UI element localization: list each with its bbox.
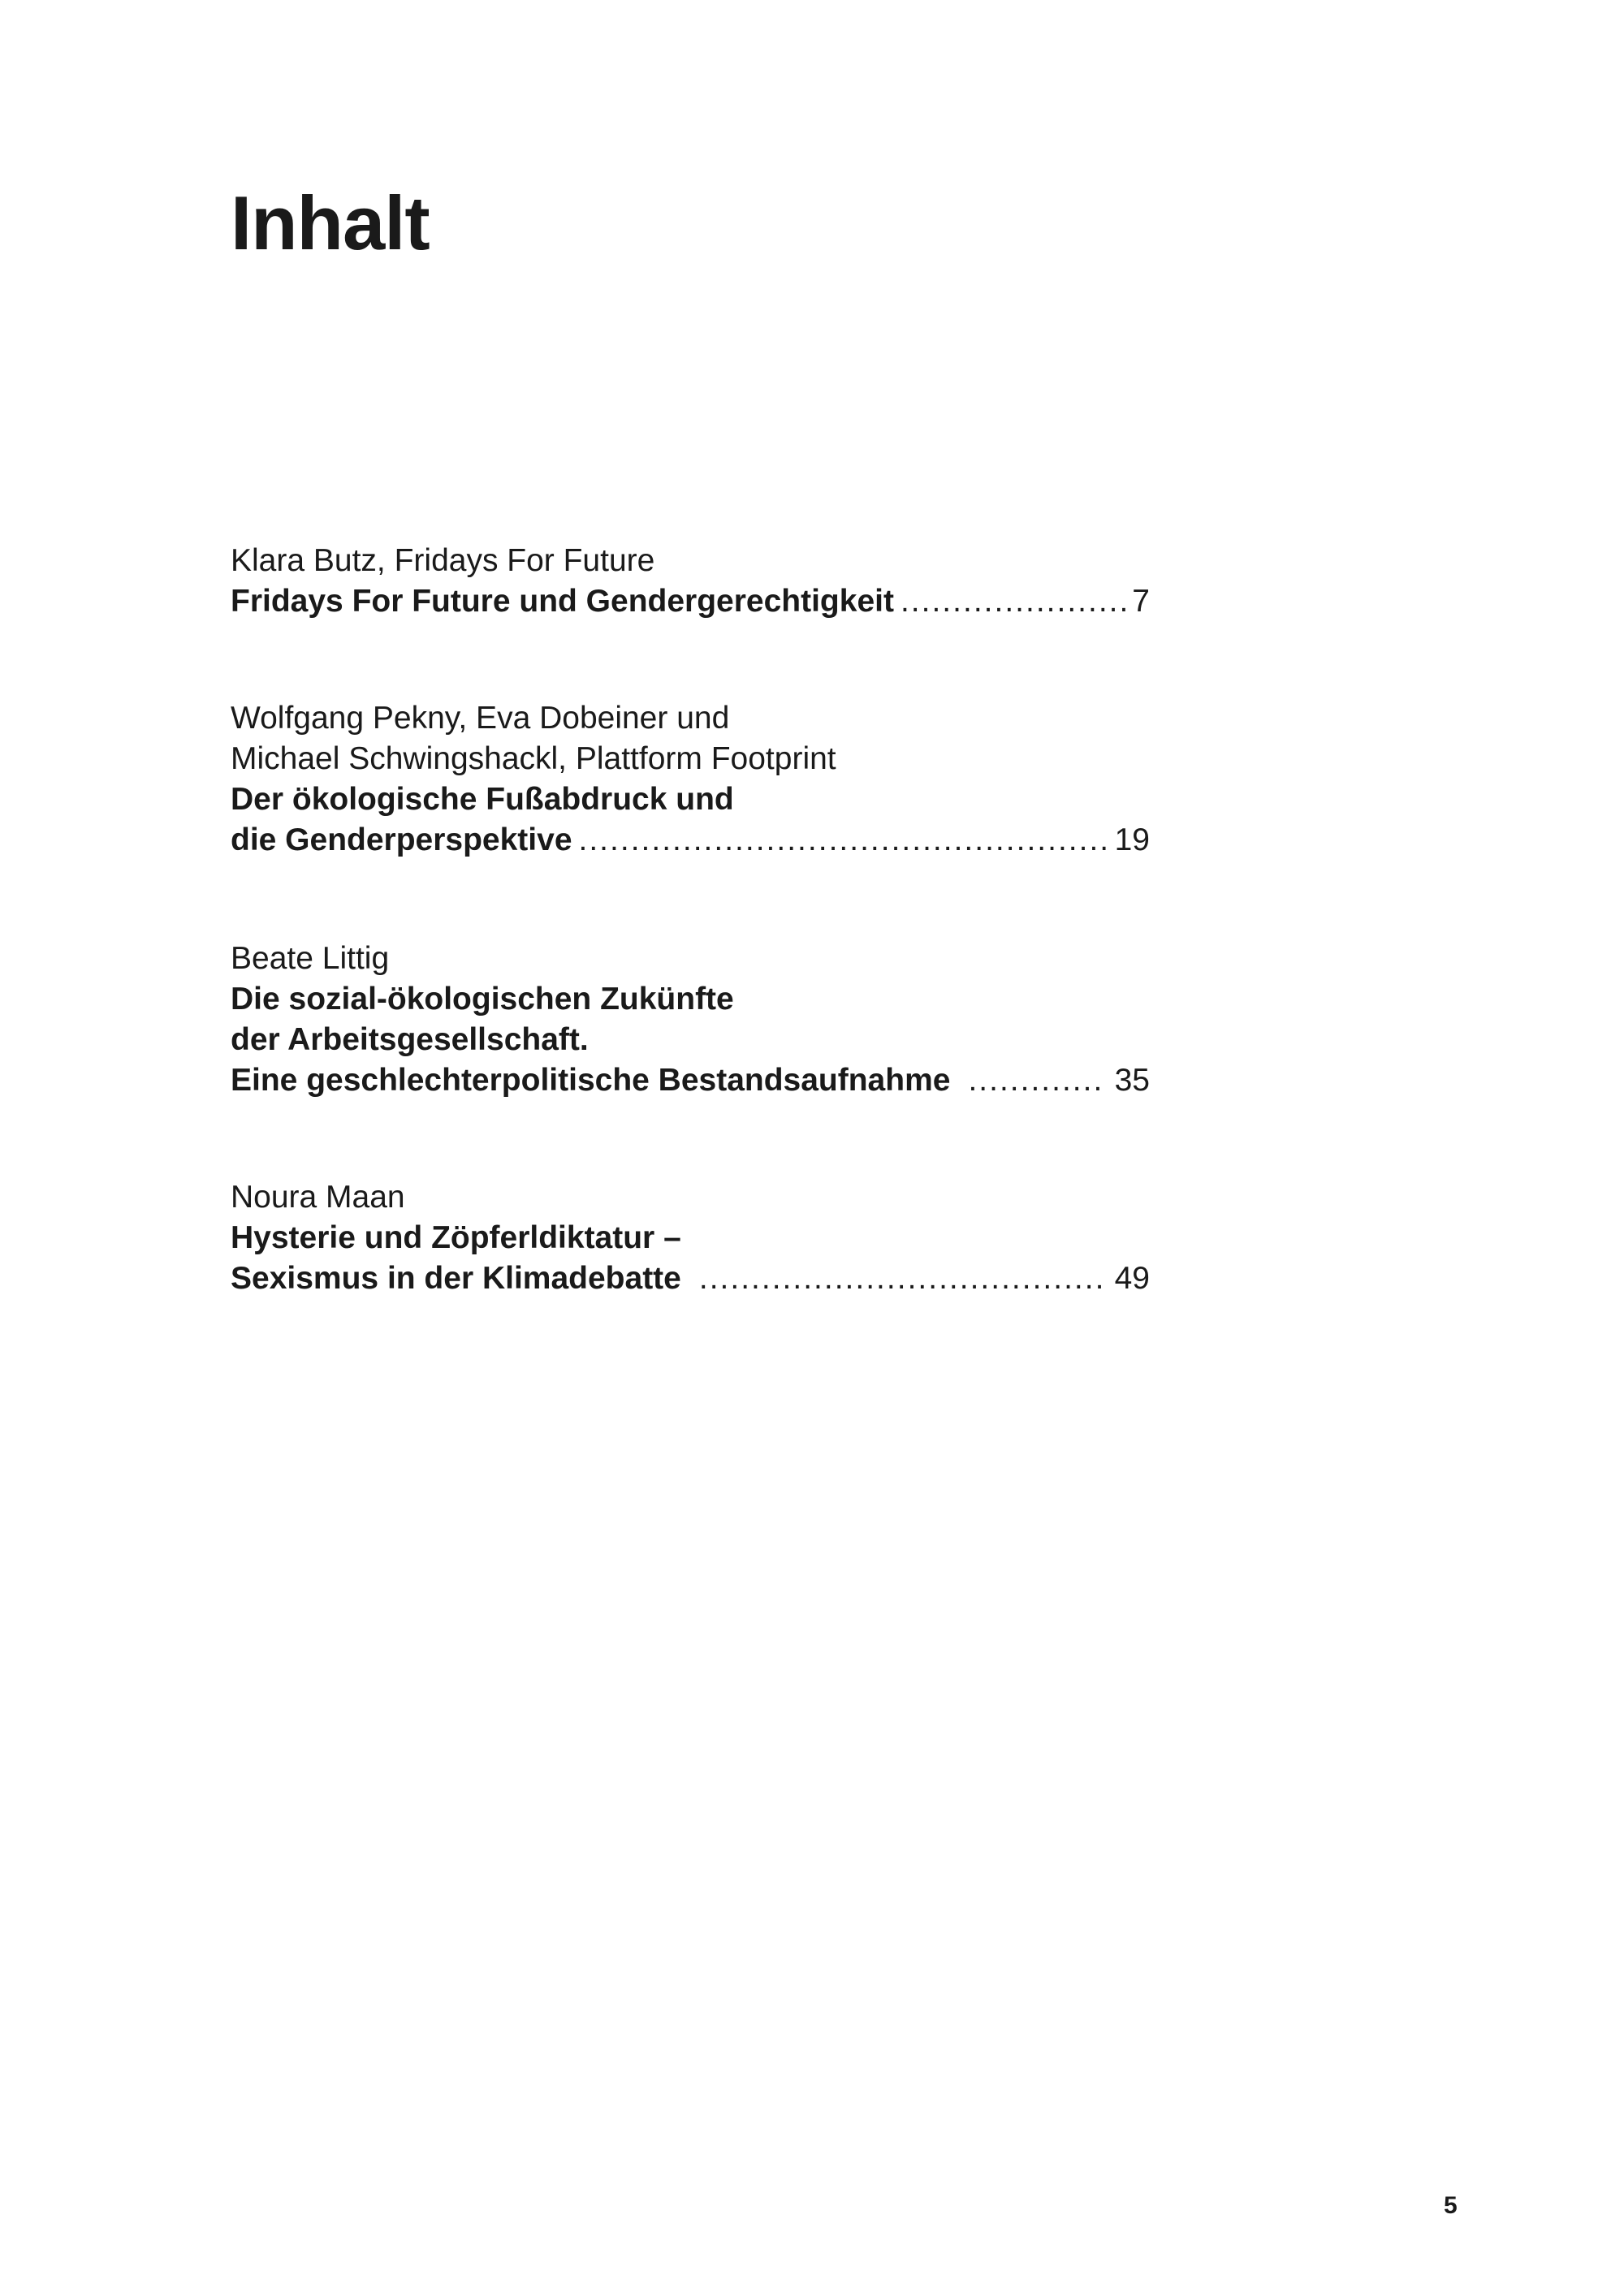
page-title: Inhalt [231,180,430,265]
entry-title: Die sozial-ökologischen Zukünfte [231,982,734,1017]
entry-page-number: 19 [1114,822,1150,857]
entry-author: Michael Schwingshackl, Plattform Footprint [231,741,836,776]
dot-leader [699,1258,1104,1299]
entry-author: Noura Maan [231,1180,405,1215]
entry-page-number: 49 [1114,1261,1150,1296]
entry-author: Beate Littig [231,941,390,976]
entry-title: die Genderperspektive [231,822,572,857]
entry-title-line[interactable] [231,1258,1150,1299]
entry-title: Hysterie und Zöpferldiktatur – [231,1220,681,1255]
toc-entry [231,698,1150,861]
toc-entry [231,1177,1150,1299]
dot-leader [901,581,1125,622]
toc-entry [231,541,1150,622]
entry-title-line[interactable] [231,820,1150,861]
entry-title: Sexismus in der Klimadebatte [231,1261,681,1296]
dot-leader [579,820,1108,861]
page-number: 5 [1444,2192,1458,2219]
toc-entry [231,939,1150,1101]
entry-title: der Arbeitsgesellschaft. [231,1022,589,1057]
entry-title: Eine geschlechterpolitische Bestandsaufnahme [231,1063,951,1098]
entry-author: Wolfgang Pekny, Eva Dobeiner und [231,701,730,736]
dot-leader [968,1060,1103,1101]
entry-title: Fridays For Future und Gendergerechtigkeit [231,584,894,619]
entry-page-number: 35 [1114,1063,1150,1098]
entry-page-number: 7 [1132,584,1150,619]
entry-title-line[interactable] [231,581,1150,622]
entry-author: Klara Butz, Fridays For Future [231,543,655,578]
entry-title: Der ökologische Fußabdruck und [231,782,734,817]
entry-title-line[interactable] [231,1060,1150,1101]
